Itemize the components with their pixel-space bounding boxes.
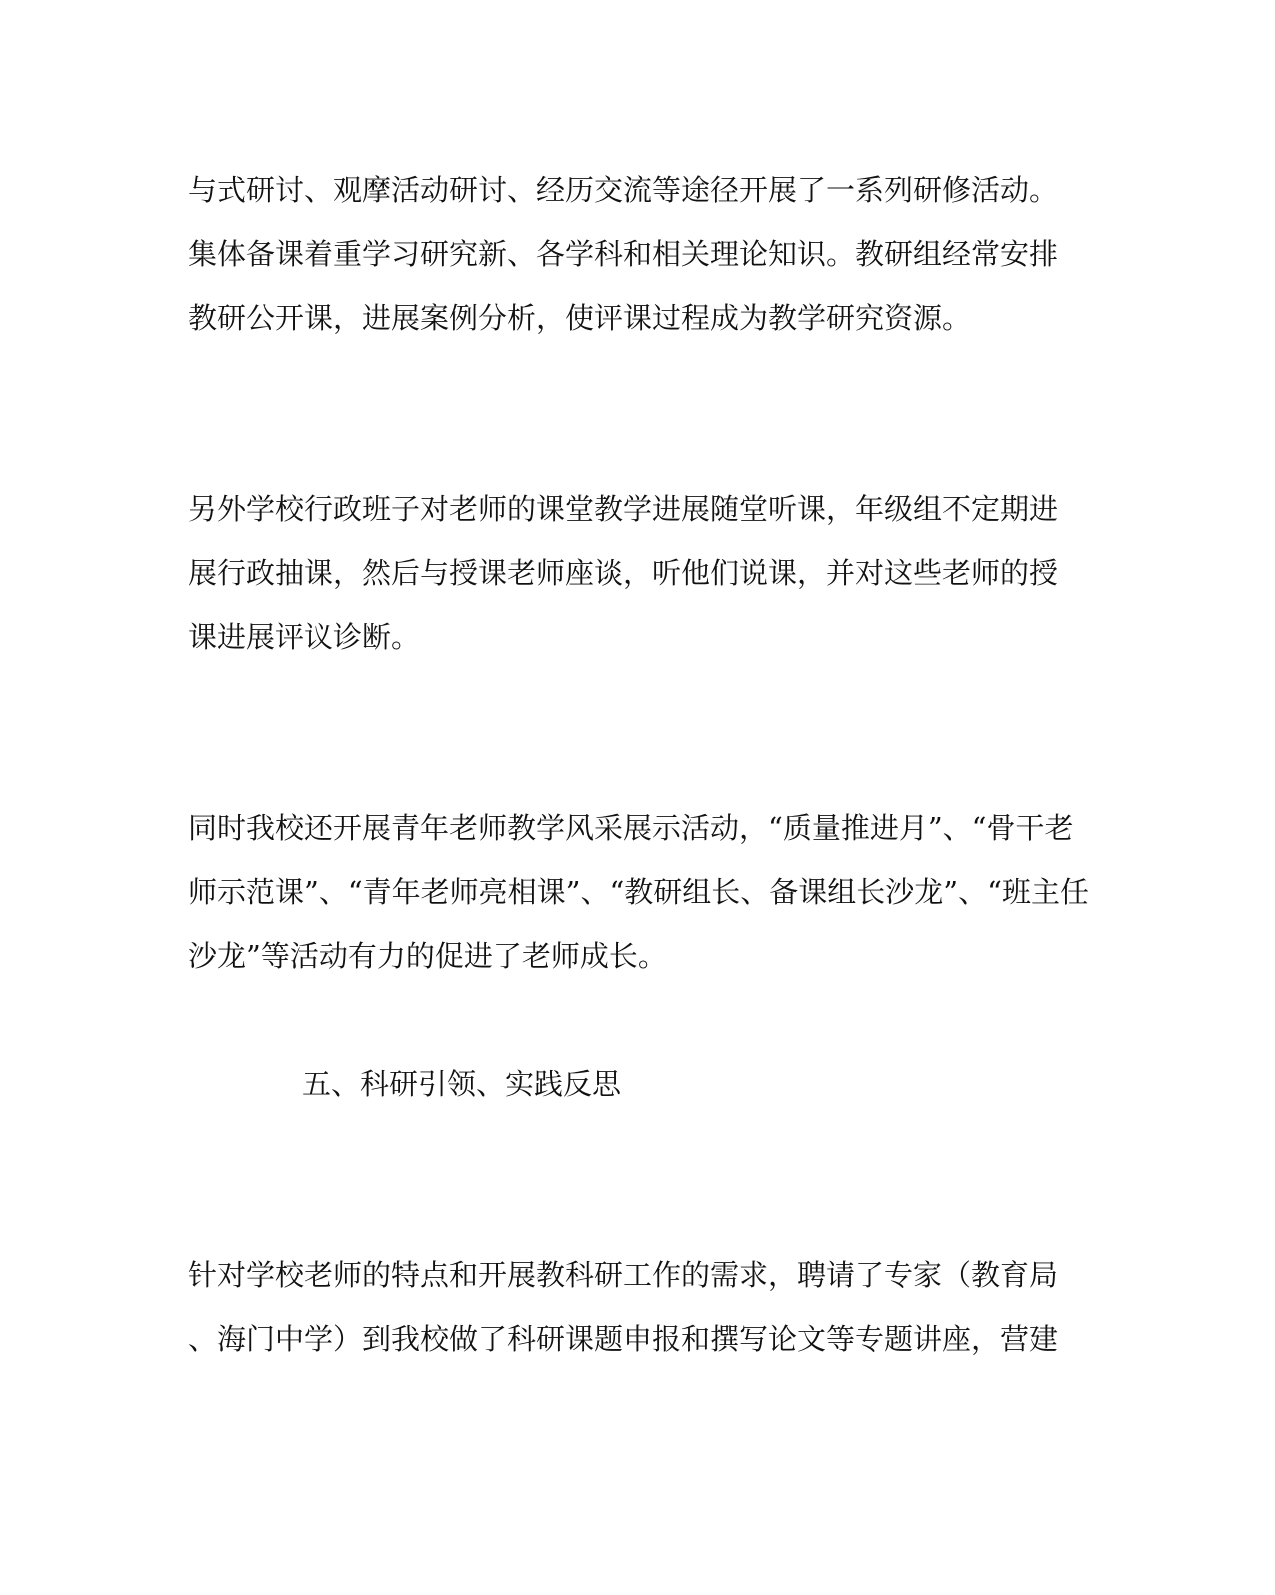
paragraph-4-line-2: 、海门中学）到我校做了科研课题申报和撰写论文等专题讲座，营建 xyxy=(188,1322,1059,1356)
paragraph-2-line-2: 展行政抽课，然后与授课老师座谈，听他们说课，并对这些老师的授 xyxy=(188,556,1059,590)
section-heading: 五、科研引领、实践反思 xyxy=(302,1067,622,1101)
paragraph-3-line-1: 同时我校还开展青年老师教学风采展示活动，“质量推进月”、“骨干老 xyxy=(188,811,1074,845)
paragraph-1-line-2: 集体备课着重学习研究新、各学科和相关理论知识。教研组经常安排 xyxy=(188,237,1059,271)
paragraph-1-line-3: 教研公开课，进展案例分析，使评课过程成为教学研究资源。 xyxy=(188,301,972,335)
paragraph-4-line-1: 针对学校老师的特点和开展教科研工作的需求，聘请了专家（教育局 xyxy=(188,1258,1059,1292)
paragraph-1-line-1: 与式研讨、观摩活动研讨、经历交流等途径开展了一系列研修活动。 xyxy=(188,173,1059,207)
paragraph-2-line-3: 课进展评议诊断。 xyxy=(188,620,421,654)
paragraph-3-line-3: 沙龙”等活动有力的促进了老师成长。 xyxy=(188,939,667,973)
paragraph-3-line-2: 师示范课”、“青年老师亮相课”、“教研组长、备课组长沙龙”、“班主任 xyxy=(188,875,1089,909)
paragraph-2-line-1: 另外学校行政班子对老师的课堂教学进展随堂听课，年级组不定期进 xyxy=(188,492,1059,526)
